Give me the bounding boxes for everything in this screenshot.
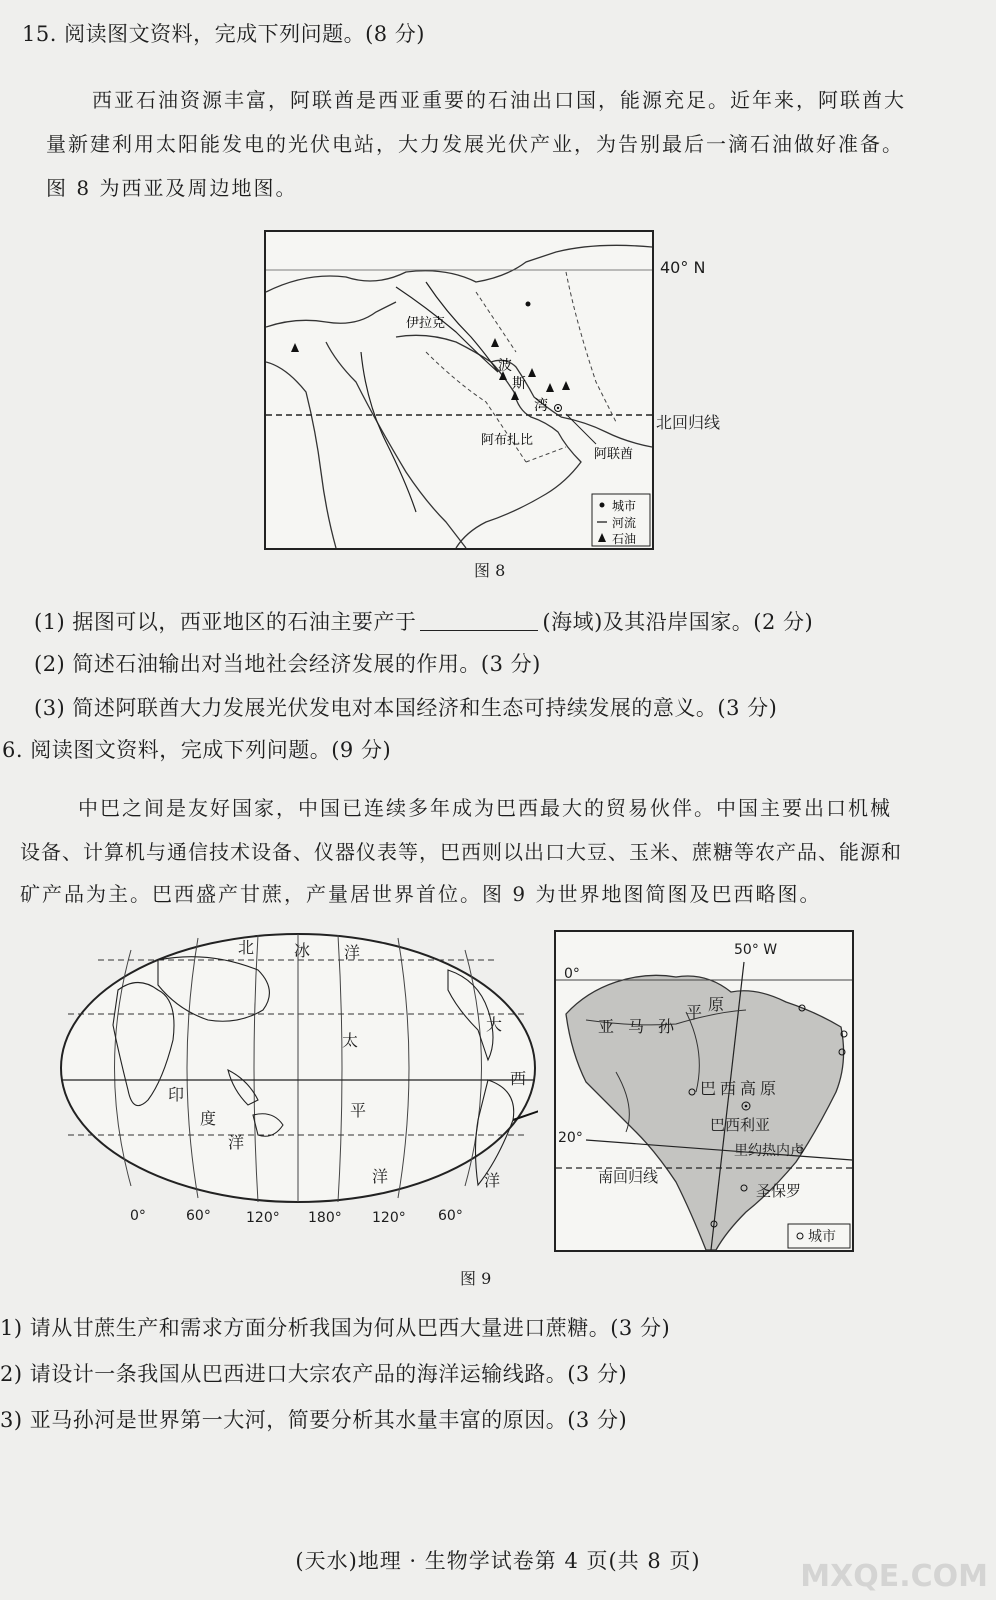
q15-question-1: (1) 据图可以，西亚地区的石油主要产于 (海域)及其沿岸国家。(2 分) — [34, 610, 814, 634]
rio-label: 里约热内卢 — [734, 1143, 804, 1159]
label-gulf-3: 湾 — [534, 398, 548, 414]
lat-20-label: 20° — [558, 1130, 583, 1146]
tropic-capricorn-label: 南回归线 — [598, 1168, 659, 1186]
q15-paragraph-line: 图 8 为西亚及周边地图。 — [46, 176, 298, 200]
ocean-label-char: 洋 — [344, 943, 361, 962]
label-abudhabi: 阿布扎比 — [481, 433, 534, 448]
oil-icon — [491, 338, 499, 347]
q16-question-1: 1) 请从甘蔗生产和需求方面分析我国为何从巴西大量进口蔗糖。(3 分) — [0, 1316, 671, 1340]
plain-label-char: 平 — [686, 1003, 703, 1022]
longitude-label: 120° — [372, 1210, 406, 1226]
ocean-label-char: 度 — [200, 1109, 217, 1128]
label-uae: 阿联酋 — [594, 447, 634, 462]
ocean-label-char: 冰 — [294, 941, 311, 960]
ocean-label-char: 大 — [486, 1015, 503, 1034]
oil-markers — [291, 338, 570, 400]
longitude-label: 180° — [308, 1210, 342, 1226]
oil-icon — [291, 343, 299, 352]
ocean-label-char: 西 — [510, 1069, 527, 1088]
amazon-label-char: 孙 — [658, 1017, 675, 1036]
q15-header: 15. 阅读图文资料，完成下列问题。(8 分) — [22, 22, 425, 46]
plateau-label: 巴西高原 — [700, 1079, 781, 1098]
watermark-logo: MXQE.COM — [800, 1559, 988, 1594]
q16-question-2: 2) 请设计一条我国从巴西进口大宗农产品的海洋运输线路。(3 分) — [0, 1362, 628, 1386]
q16-paragraph-line: 矿产品为主。巴西盛产甘蔗，产量居世界首位。图 9 为世界地图简图及巴西略图。 — [20, 882, 822, 906]
longitude-label: 0° — [130, 1208, 146, 1224]
legend-city: 城市 — [612, 499, 637, 513]
world-map-drawing — [58, 930, 538, 1230]
map-legend — [592, 494, 650, 546]
city-dot-icon — [600, 503, 605, 508]
q15-question-3: (3) 简述阿联酋大力发展光伏发电对本国经济和生态可持续发展的意义。(3 分) — [34, 696, 778, 720]
city-dot-icon — [526, 302, 531, 307]
q15-question-2: (2) 简述石油输出对当地社会经济发展的作用。(3 分) — [34, 652, 541, 676]
page-footer: (天水)地理 · 生物学试卷第 4 页(共 8 页) — [295, 1549, 701, 1573]
lat-0-label: 0° — [564, 966, 580, 982]
oil-icon — [562, 381, 570, 390]
longitude-label: 120° — [246, 1210, 280, 1226]
ocean-label-char: 洋 — [228, 1133, 245, 1152]
q15-paragraph-line: 量新建利用太阳能发电的光伏电站，大力发展光伏产业，为告别最后一滴石油做好准备。 — [46, 132, 904, 156]
q16-header: 6. 阅读图文资料，完成下列问题。(9 分) — [2, 738, 392, 762]
ocean-label-char: 印 — [168, 1085, 185, 1104]
west-asia-map — [264, 230, 654, 550]
ocean-label-char: 太 — [342, 1031, 359, 1050]
lon-50w-label: 50° W — [734, 942, 778, 958]
map-lat-40-label: 40° N — [660, 258, 706, 277]
figure-8-caption: 图 8 — [474, 561, 506, 580]
uae-leader-line — [566, 414, 596, 444]
ocean-label-char: 洋 — [484, 1171, 501, 1190]
west-asia-map-drawing — [266, 232, 652, 548]
label-gulf-1: 波 — [498, 358, 512, 374]
oil-icon — [528, 368, 536, 377]
map-tropic-label: 北回归线 — [656, 413, 721, 432]
plain-label-char: 原 — [708, 995, 725, 1014]
figure-9-caption: 图 9 — [460, 1269, 492, 1288]
label-gulf-2: 斯 — [512, 376, 526, 392]
answer-blank[interactable] — [420, 612, 538, 631]
q15-paragraph-line: 西亚石油资源丰富，阿联酋是西亚重要的石油出口国，能源充足。近年来，阿联酋大 — [92, 88, 906, 112]
ocean-label-char: 北 — [238, 938, 255, 957]
amazon-label-char: 亚 — [598, 1017, 615, 1036]
ocean-label-char: 洋 — [372, 1167, 389, 1186]
amazon-label-char: 马 — [628, 1017, 645, 1036]
world-map — [58, 930, 538, 1230]
q16-paragraph-line: 中巴之间是友好国家，中国已连续多年成为巴西最大的贸易伙伴。中国主要出口机械 — [78, 796, 892, 820]
legend-river: 河流 — [612, 516, 637, 530]
label-iraq: 伊拉克 — [406, 316, 446, 331]
brazil-legend-label: 城市 — [808, 1229, 836, 1245]
longitude-label: 60° — [438, 1208, 463, 1224]
oil-icon — [546, 383, 554, 392]
q16-paragraph-line: 设备、计算机与通信技术设备、仪器仪表等，巴西则以出口大豆、玉米、蔗糖等农产品、能源和 — [20, 840, 902, 864]
ocean-label-char: 平 — [350, 1101, 367, 1120]
brasilia-label: 巴西利亚 — [710, 1116, 771, 1134]
longitude-label: 60° — [186, 1208, 211, 1224]
saopaulo-label: 圣保罗 — [756, 1182, 802, 1200]
q16-question-3: 3) 亚马孙河是世界第一大河，简要分析其水量丰富的原因。(3 分) — [0, 1408, 628, 1432]
oil-icon — [511, 391, 519, 400]
legend-oil: 石油 — [612, 532, 637, 546]
